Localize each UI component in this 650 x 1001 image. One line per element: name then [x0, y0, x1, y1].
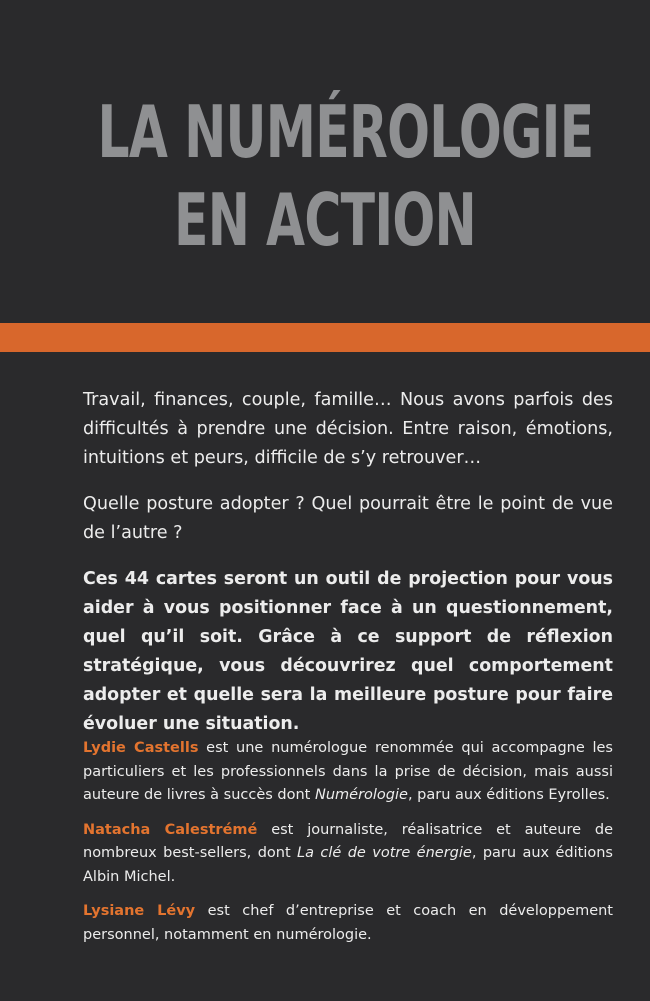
author-name-calestreme: Natacha Calestrémé	[83, 821, 258, 838]
author-name-levy: Lysiane Lévy	[83, 903, 196, 919]
description-paragraph-3: Ces 44 cartes seront un outil de projection pour vous aider à vous positionner face à un questionnement, quel qu’il soit. Grâce à ce support de réflexion stratégique, vous découvrirez quel comportement adopter et quelle sera la meilleure posture pour faire évoluer une situation.	[83, 569, 613, 734]
title-line-1: LA NUMÉROLOGIE	[97, 90, 594, 174]
author-bio-castells-text: est une numérologue renommée qui accompagne les particuliers et les professionnels dans la prise de décision, mais aussi auteure de livres à succès dont	[83, 740, 613, 803]
book-title	[97, 88, 594, 264]
author-bio-calestreme-tail: , paru aux éditions Albin Michel.	[83, 845, 613, 885]
title-line-2: EN ACTION	[173, 178, 477, 262]
author-bio-levy-text: est chef d’entreprise et coach en développement personnel, notamment en numérologie.	[83, 903, 613, 943]
author-bio-calestreme	[83, 819, 613, 890]
author-bio-castells	[83, 737, 613, 808]
author-bios	[83, 737, 613, 958]
description	[83, 386, 613, 756]
author-bio-castells-tail: , paru aux éditions Eyrolles.	[407, 787, 610, 803]
book-title-numerologie: Numérologie	[314, 787, 408, 803]
author-name-castells: Lydie Castells	[83, 740, 199, 756]
description-paragraph-1: Travail, finances, couple, famille… Nous avons parfois des difficultés à prendre une décision. Entre raison, émotions, intuitions et peurs, difficile de s’y retrouver…	[83, 390, 613, 468]
author-bio-levy	[83, 900, 613, 947]
author-bio-calestreme-text: est journaliste, réalisatrice et auteure de nombreux best-sellers, dont	[83, 821, 614, 861]
accent-band	[0, 323, 650, 352]
description-paragraph-2: Quelle posture adopter ? Quel pourrait être le point de vue de l’autre ?	[83, 494, 613, 543]
book-title-la-cle: La clé de votre énergie	[297, 845, 472, 861]
